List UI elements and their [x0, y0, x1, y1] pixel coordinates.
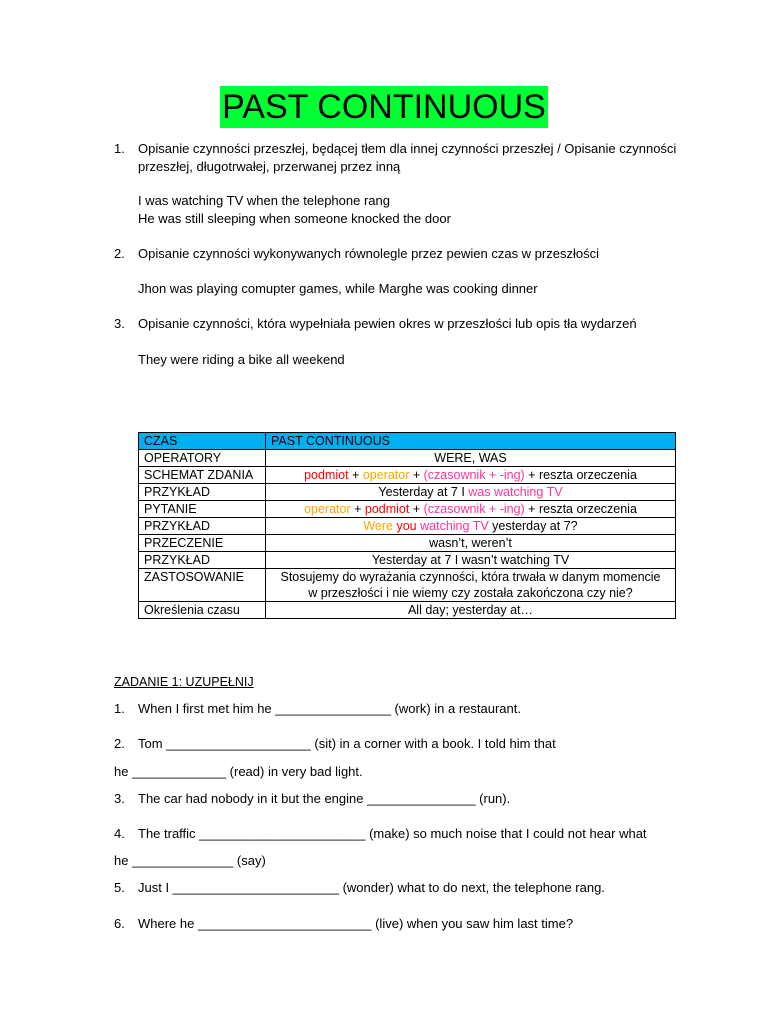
use-item-1 — [114, 140, 676, 158]
operator-term: Were — [363, 519, 393, 533]
exercise-number: 5. — [114, 880, 125, 895]
title-wrapper — [0, 86, 768, 128]
verb-ing-term: watching TV — [416, 519, 489, 533]
operator-term: operator — [304, 502, 351, 516]
use-item-3 — [114, 315, 637, 333]
row-label: PRZYKŁAD — [139, 484, 266, 501]
verb-ing-term: (czasownik + -ing) — [423, 502, 525, 516]
table-header-cell: CZAS — [139, 433, 266, 450]
example-sentence: They were riding a bike all weekend — [138, 352, 345, 367]
row-value — [266, 467, 676, 484]
row-value-line: w przeszłości i nie wiemy czy została zakończona czy nie? — [308, 586, 633, 600]
exercise-text-cont: he _____________ (read) in very bad light. — [114, 764, 363, 779]
row-label: OPERATORY — [139, 450, 266, 467]
exercise-text: The traffic _______________________ (make) so much noise that I could not hear what — [138, 826, 647, 841]
operator-term: operator — [362, 468, 410, 482]
table-header-cell: PAST CONTINUOUS — [266, 433, 676, 450]
plus-sign: + — [409, 468, 424, 482]
exercise-item-1 — [114, 700, 521, 718]
table-row — [139, 484, 676, 501]
row-label: Określenia czasu — [139, 602, 266, 619]
use-item-2 — [114, 245, 599, 263]
example-sentence: Jhon was playing comupter games, while Marghe was cooking dinner — [138, 281, 538, 296]
subject-term: podmiot — [364, 502, 410, 516]
use-number: 3. — [114, 316, 125, 331]
row-label: PRZYKŁAD — [139, 552, 266, 569]
exercise-text: The car had nobody in it but the engine _______________ (run). — [138, 791, 511, 806]
use-description: Opisanie czynności wykonywanych równolegle przez pewien czas w przeszłości — [138, 246, 599, 261]
rest-term: + reszta orzeczenia — [524, 502, 637, 516]
subject-term: you — [393, 519, 417, 533]
example-highlight: was watching TV — [468, 485, 563, 499]
exercise-number: 3. — [114, 791, 125, 806]
table-row — [139, 569, 676, 602]
row-label: PRZECZENIE — [139, 535, 266, 552]
exercise-item-3 — [114, 790, 510, 808]
plus-sign: + — [409, 502, 424, 516]
example-sentence: He was still sleeping when someone knocked the door — [138, 211, 451, 226]
exercise-number: 4. — [114, 826, 125, 841]
use-number: 1. — [114, 141, 125, 156]
use-description: Opisanie czynności, która wypełniała pewien okres w przeszłości lub opis tła wydarzeń — [138, 316, 637, 331]
row-value: Yesterday at 7 I wasn’t watching TV — [266, 552, 676, 569]
table-row — [139, 518, 676, 535]
exercise-item-2 — [114, 735, 556, 753]
exercise-text: Where he ________________________ (live) when you saw him last time? — [138, 916, 574, 931]
exercise-text: When I first met him he ________________ (work) in a restaurant. — [138, 701, 521, 716]
table-row — [139, 450, 676, 467]
exercise-text: Just I _______________________ (wonder) what to do next, the telephone rang. — [138, 880, 605, 895]
use-number: 2. — [114, 246, 125, 261]
table-row — [139, 602, 676, 619]
example-sentence: I was watching TV when the telephone rang — [138, 193, 390, 208]
row-label: PYTANIE — [139, 501, 266, 518]
subject-term: podmiot — [304, 468, 349, 482]
row-value: All day; yesterday at… — [266, 602, 676, 619]
row-value — [266, 569, 676, 602]
row-label: PRZYKŁAD — [139, 518, 266, 535]
row-value — [266, 501, 676, 518]
exercise-text: Tom ____________________ (sit) in a corner with a book. I told him that — [138, 736, 556, 751]
plus-sign: + — [348, 468, 363, 482]
exercise-number: 2. — [114, 736, 125, 751]
exercise-item-6 — [114, 915, 573, 933]
verb-ing-term: (czasownik + -ing) — [423, 468, 525, 482]
exercise-number: 6. — [114, 916, 125, 931]
exercise-item-5 — [114, 879, 605, 897]
row-value — [266, 484, 676, 501]
plus-sign: + — [350, 502, 365, 516]
row-label: SCHEMAT ZDANIA — [139, 467, 266, 484]
row-label: ZASTOSOWANIE — [139, 569, 266, 602]
rest-term: yesterday at 7? — [488, 519, 578, 533]
exercise-title: ZADANIE 1: UZUPEŁNIJ — [114, 675, 254, 689]
row-value: wasn’t, weren’t — [266, 535, 676, 552]
page-title: PAST CONTINUOUS — [222, 88, 546, 126]
rest-term: + reszta orzeczenia — [524, 468, 637, 482]
row-value — [266, 518, 676, 535]
row-value: WERE, WAS — [266, 450, 676, 467]
exercise-text-cont: he ______________ (say) — [114, 853, 266, 868]
exercise-item-4 — [114, 825, 647, 843]
table-row — [139, 535, 676, 552]
table-header-row — [139, 433, 676, 450]
exercise-number: 1. — [114, 701, 125, 716]
row-value-line: Stosujemy do wyrażania czynności, która trwała w danym momencie — [280, 570, 661, 584]
grammar-table — [138, 432, 676, 619]
table-row — [139, 467, 676, 484]
table-row — [139, 552, 676, 569]
table-row — [139, 501, 676, 518]
example-plain: Yesterday at 7 I — [378, 485, 469, 499]
use-description-cont: przeszłej, długotrwałej, przerwanej przez inną — [138, 159, 401, 174]
use-description: Opisanie czynności przeszłej, będącej tłem dla innej czynności przeszłej / Opisanie czynności — [138, 141, 677, 156]
